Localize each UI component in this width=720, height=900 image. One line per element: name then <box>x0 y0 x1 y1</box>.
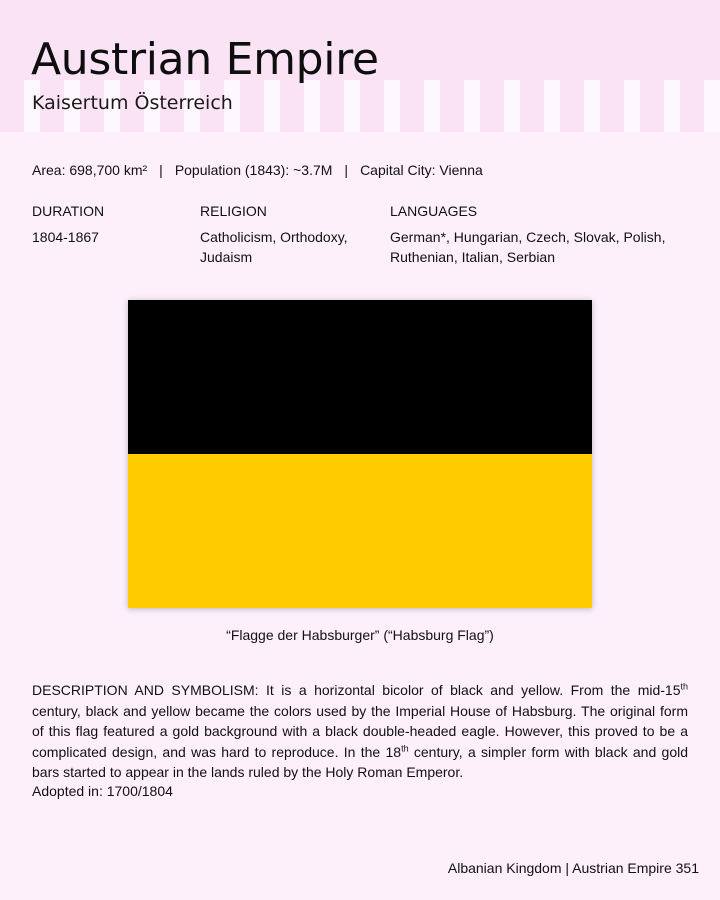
description-label: DESCRIPTION AND SYMBOLISM: <box>32 682 259 698</box>
flag-gold-band <box>128 454 592 608</box>
facts-separator: | <box>159 162 163 178</box>
adopted-date: Adopted in: 1700/1804 <box>32 783 173 799</box>
superscript: th <box>680 681 689 692</box>
page-subtitle: Kaisertum Österreich <box>32 92 233 114</box>
duration-heading: DURATION <box>32 203 105 219</box>
page-footer: Albanian Kingdom | Austrian Empire 351 <box>447 860 699 876</box>
religion-heading: RELIGION <box>200 203 267 219</box>
habsburg-flag <box>128 300 592 608</box>
duration-column <box>32 201 192 247</box>
facts-separator: | <box>344 162 349 178</box>
languages-value: German*, Hungarian, Czech, Slovak, Polish, Ruthenian, Italian, Serbian <box>390 229 666 265</box>
description-text: century, a simpler form with black and gold bars started to appear in the lands ruled by the Holy Roman Emperor. <box>32 743 689 780</box>
flag-caption: “Flagge der Habsburger” (“Habsburg Flag”) <box>226 627 494 643</box>
description-paragraph <box>32 680 688 783</box>
area-fact: Area: 698,700 km² <box>32 162 148 178</box>
population-fact: Population (1843): ~3.7M <box>174 162 333 178</box>
superscript: th <box>401 742 409 753</box>
description-text: century, black and yellow became the colors used by the Imperial House of Habsburg. The original form of this flag featured a gold background with a black double-headed eagle. However, this proved to be a complicated design, and was hard to reproduce. In the 18 <box>32 702 688 760</box>
duration-value: 1804-1867 <box>32 229 99 245</box>
capital-fact: Capital City: Vienna <box>360 162 483 178</box>
religion-column <box>200 201 380 267</box>
flag-black-band <box>128 300 592 454</box>
religion-value: Catholicism, Orthodoxy, Judaism <box>200 229 348 265</box>
description-text: It is a horizontal bicolor of black and yellow. From the mid-15 <box>258 682 681 698</box>
languages-column <box>390 201 700 267</box>
languages-heading: LANGUAGES <box>390 203 478 219</box>
facts-line <box>32 162 483 178</box>
page-title: Austrian Empire <box>31 34 379 85</box>
